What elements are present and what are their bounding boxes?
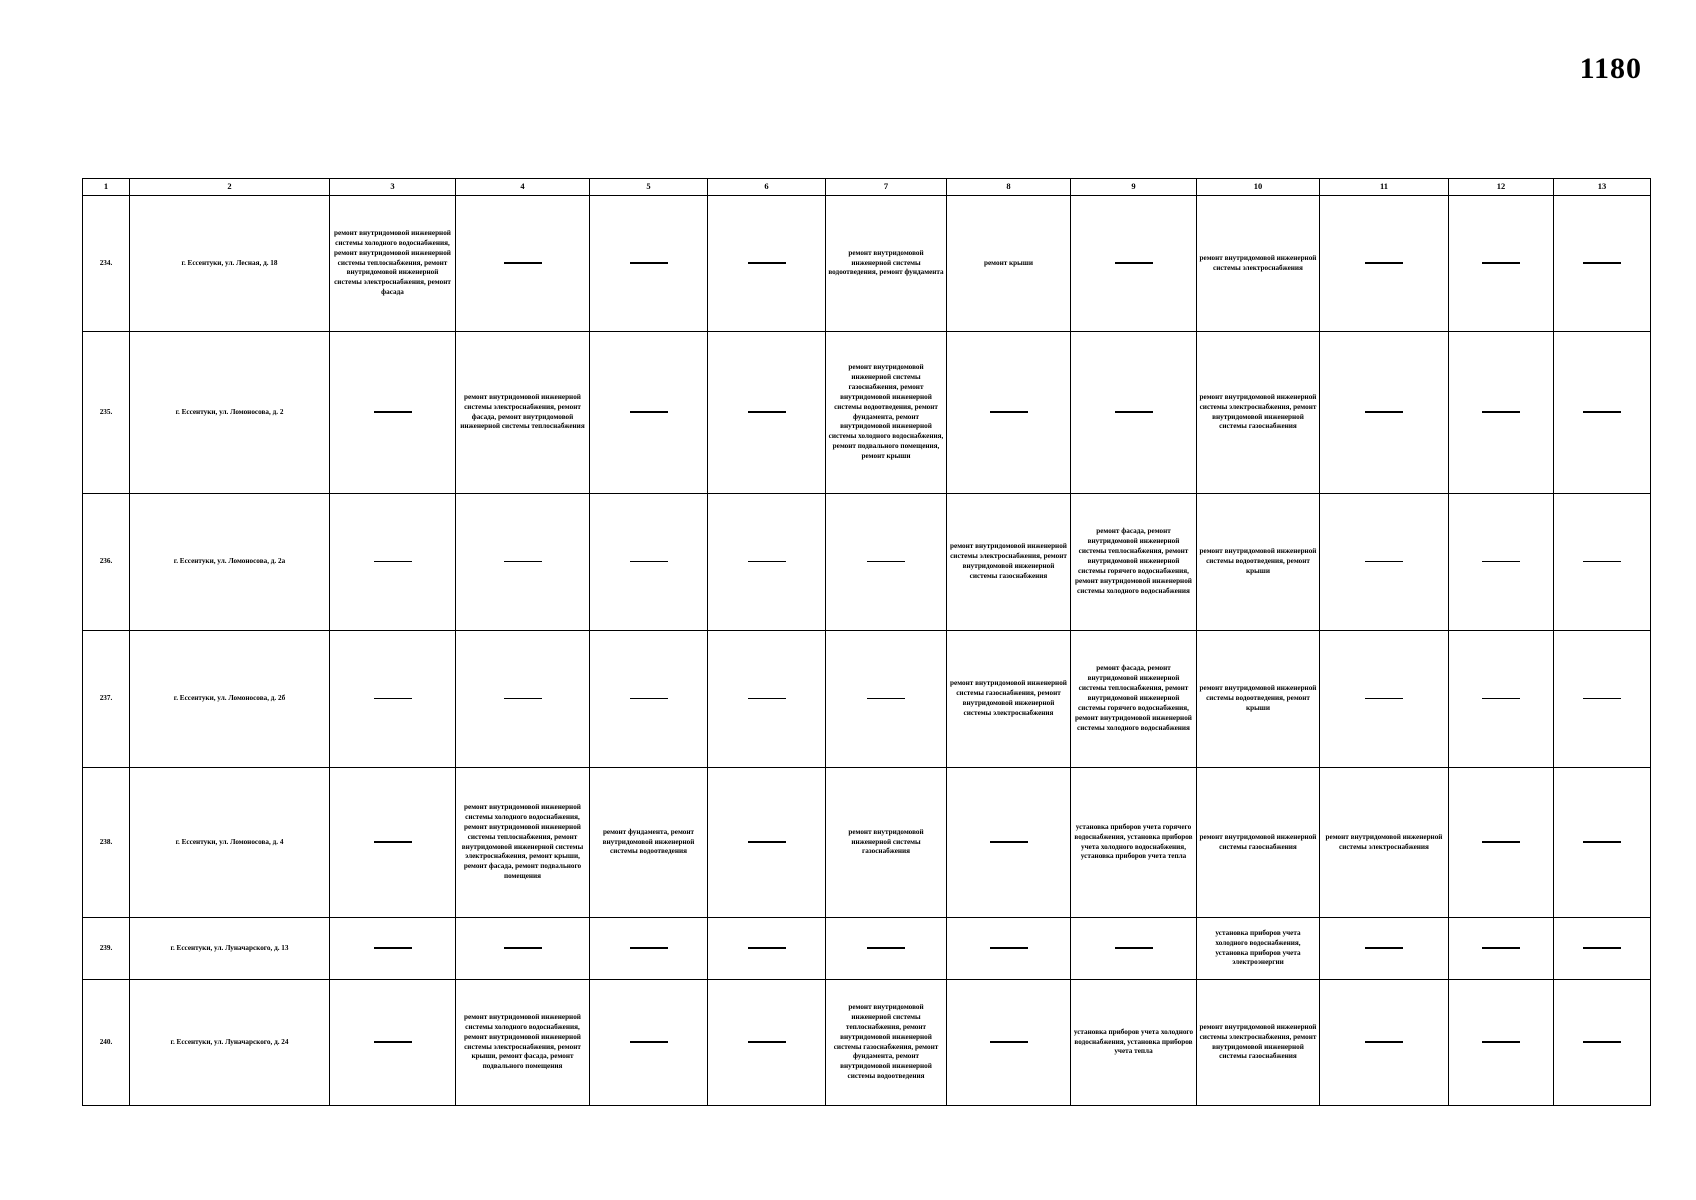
- work-description: установка приборов учета горячего водоснабжения, установка приборов учета холодного водоснабжения, установка приборов учета тепла: [1074, 822, 1193, 861]
- work-cell: [1197, 196, 1320, 332]
- work-cell: [1197, 768, 1320, 918]
- work-cell: [456, 332, 590, 494]
- empty-cell: [590, 196, 708, 332]
- work-cell: [1071, 768, 1197, 918]
- empty-cell: [947, 332, 1071, 494]
- row-number: 236.: [83, 494, 130, 631]
- dash-mark: [748, 561, 786, 563]
- empty-cell: [708, 631, 826, 768]
- empty-cell: [1449, 196, 1554, 332]
- table-row: [83, 196, 1651, 332]
- work-description: ремонт внутридомовой инженерной системы газоснабжения: [848, 827, 924, 856]
- dash-mark: [1482, 411, 1520, 413]
- dash-mark: [748, 262, 786, 264]
- address-cell: г. Ессентуки, ул. Лесная, д. 18: [130, 196, 330, 332]
- empty-cell: [590, 631, 708, 768]
- table-row: [83, 768, 1651, 918]
- dash-mark: [374, 561, 412, 563]
- empty-cell: [1071, 196, 1197, 332]
- dash-mark: [1482, 841, 1520, 843]
- dash-mark: [1583, 1041, 1621, 1043]
- work-description: ремонт фасада, ремонт внутридомовой инженерной системы теплоснабжения, ремонт внутридомовой инженерной системы горячего водоснабжения, ремонт внутридомовой инженерной системы холодного водоснабжения: [1075, 527, 1192, 595]
- address-cell: г. Ессентуки, ул. Луначарского, д. 13: [130, 918, 330, 980]
- work-cell: [826, 332, 947, 494]
- empty-cell: [456, 494, 590, 631]
- dash-mark: [1583, 561, 1621, 563]
- dash-mark: [630, 698, 668, 700]
- empty-cell: [826, 918, 947, 980]
- empty-cell: [708, 494, 826, 631]
- dash-mark: [1365, 1041, 1403, 1043]
- dash-mark: [1583, 262, 1621, 264]
- empty-cell: [590, 332, 708, 494]
- dash-mark: [1482, 561, 1520, 563]
- empty-cell: [1554, 980, 1651, 1106]
- dash-mark: [504, 947, 542, 949]
- empty-cell: [330, 918, 456, 980]
- column-header: 11: [1320, 179, 1449, 196]
- dash-mark: [630, 411, 668, 413]
- work-description: ремонт внутридомовой инженерной системы электроснабжения: [1325, 832, 1443, 851]
- work-cell: [1197, 631, 1320, 768]
- column-header: 13: [1554, 179, 1651, 196]
- empty-cell: [708, 196, 826, 332]
- column-header: 2: [130, 179, 330, 196]
- work-cell: [947, 631, 1071, 768]
- column-header: 10: [1197, 179, 1320, 196]
- empty-cell: [826, 631, 947, 768]
- dash-mark: [867, 698, 905, 700]
- dash-mark: [1365, 561, 1403, 563]
- empty-cell: [1554, 494, 1651, 631]
- work-description: ремонт внутридомовой инженерной системы водоотведения, ремонт крыши: [1199, 547, 1317, 575]
- row-number: 238.: [83, 768, 130, 918]
- work-cell: [1197, 918, 1320, 980]
- empty-cell: [947, 918, 1071, 980]
- page-number: 1180: [1579, 52, 1642, 85]
- empty-cell: [708, 768, 826, 918]
- work-description: ремонт внутридомовой инженерной системы газоснабжения, ремонт внутридомовой инженерной системы электроснабжения: [950, 679, 1067, 717]
- work-cell: [1197, 494, 1320, 631]
- work-cell: [330, 196, 456, 332]
- table-row: [83, 631, 1651, 768]
- work-cell: [456, 980, 590, 1106]
- empty-cell: [1554, 918, 1651, 980]
- work-description: ремонт крыши: [983, 258, 1033, 267]
- dash-mark: [504, 561, 542, 563]
- empty-cell: [1449, 980, 1554, 1106]
- work-description: ремонт внутридомовой инженерной системы холодного водоснабжения, ремонт внутридомовой инженерной системы электроснабжения, ремонт крыши, ремонт фасада, ремонт подвального помещения: [464, 1012, 581, 1071]
- address-cell: г. Ессентуки, ул. Луначарского, д. 24: [130, 980, 330, 1106]
- dash-mark: [1583, 841, 1621, 843]
- dash-mark: [374, 841, 412, 843]
- empty-cell: [330, 768, 456, 918]
- dash-mark: [990, 841, 1028, 843]
- dash-mark: [748, 411, 786, 413]
- work-description: ремонт внутридомовой инженерной системы водоотведения, ремонт фундамента: [828, 248, 944, 277]
- column-header: 12: [1449, 179, 1554, 196]
- table-row: [83, 980, 1651, 1106]
- empty-cell: [1320, 980, 1449, 1106]
- repair-schedule-table: [82, 178, 1651, 1106]
- dash-mark: [1482, 1041, 1520, 1043]
- dash-mark: [504, 262, 542, 264]
- dash-mark: [630, 561, 668, 563]
- empty-cell: [590, 980, 708, 1106]
- dash-mark: [630, 1041, 668, 1043]
- work-cell: [826, 196, 947, 332]
- table-row: [83, 332, 1651, 494]
- work-description: ремонт внутридомовой инженерной системы газоснабжения: [1199, 832, 1317, 851]
- dash-mark: [990, 1041, 1028, 1043]
- address-cell: г. Ессентуки, ул. Ломоносова, д. 4: [130, 768, 330, 918]
- column-header: 5: [590, 179, 708, 196]
- work-cell: [1071, 631, 1197, 768]
- empty-cell: [1449, 918, 1554, 980]
- address-cell: г. Ессентуки, ул. Ломоносова, д. 2б: [130, 631, 330, 768]
- dash-mark: [1365, 947, 1403, 949]
- empty-cell: [1554, 768, 1651, 918]
- dash-mark: [867, 561, 905, 563]
- dash-mark: [748, 1041, 786, 1043]
- dash-mark: [1583, 947, 1621, 949]
- empty-cell: [1554, 631, 1651, 768]
- address-cell: г. Ессентуки, ул. Ломоносова, д. 2а: [130, 494, 330, 631]
- work-description: ремонт внутридомовой инженерной системы электроснабжения, ремонт внутридомовой инженерной системы газоснабжения: [950, 542, 1067, 580]
- empty-cell: [456, 196, 590, 332]
- dash-mark: [1583, 411, 1621, 413]
- column-header: 8: [947, 179, 1071, 196]
- column-header: 3: [330, 179, 456, 196]
- empty-cell: [330, 332, 456, 494]
- row-number: 239.: [83, 918, 130, 980]
- work-cell: [1197, 980, 1320, 1106]
- address-cell: г. Ессентуки, ул. Ломоносова, д. 2: [130, 332, 330, 494]
- work-description: ремонт внутридомовой инженерной системы электроснабжения, ремонт внутридомовой инженерной системы газоснабжения: [1199, 392, 1317, 431]
- empty-cell: [1449, 332, 1554, 494]
- dash-mark: [1115, 947, 1153, 949]
- dash-mark: [1115, 262, 1153, 264]
- empty-cell: [1320, 631, 1449, 768]
- empty-cell: [1320, 332, 1449, 494]
- row-number: 235.: [83, 332, 130, 494]
- work-description: ремонт внутридомовой инженерной системы водоотведения, ремонт крыши: [1199, 684, 1317, 712]
- column-header: 7: [826, 179, 947, 196]
- empty-cell: [1320, 494, 1449, 631]
- work-cell: [826, 980, 947, 1106]
- work-cell: [947, 494, 1071, 631]
- empty-cell: [456, 918, 590, 980]
- dash-mark: [1115, 411, 1153, 413]
- empty-cell: [708, 918, 826, 980]
- empty-cell: [330, 494, 456, 631]
- dash-mark: [867, 947, 905, 949]
- empty-cell: [1320, 918, 1449, 980]
- header-row: [83, 179, 1651, 196]
- dash-mark: [374, 947, 412, 949]
- empty-cell: [330, 980, 456, 1106]
- empty-cell: [1554, 196, 1651, 332]
- empty-cell: [1071, 918, 1197, 980]
- work-cell: [826, 768, 947, 918]
- dash-mark: [1365, 262, 1403, 264]
- dash-mark: [1482, 947, 1520, 949]
- empty-cell: [947, 980, 1071, 1106]
- work-description: ремонт фасада, ремонт внутридомовой инженерной системы теплоснабжения, ремонт внутридомовой инженерной системы горячего водоснабжения, ремонт внутридомовой инженерной системы холодного водоснабжения: [1075, 664, 1192, 732]
- empty-cell: [1449, 768, 1554, 918]
- work-description: ремонт внутридомовой инженерной системы холодного водоснабжения, ремонт внутридомовой инженерной системы теплоснабжения, ремонт внутридомовой инженерной системы электроснабжения, ремонт крыши, ремонт фасада, ремонт подвального помещения: [461, 802, 584, 881]
- work-description: ремонт внутридомовой инженерной системы электроснабжения, ремонт фасада, ремонт внутридомовой инженерной системы теплоснабжения: [460, 392, 585, 431]
- dash-mark: [748, 698, 786, 700]
- work-cell: [1071, 980, 1197, 1106]
- empty-cell: [1554, 332, 1651, 494]
- work-description: ремонт фундамента, ремонт внутридомовой инженерной системы водоотведения: [602, 827, 695, 856]
- dash-mark: [374, 698, 412, 700]
- work-cell: [947, 196, 1071, 332]
- empty-cell: [826, 494, 947, 631]
- dash-mark: [748, 947, 786, 949]
- dash-mark: [990, 947, 1028, 949]
- empty-cell: [1320, 196, 1449, 332]
- dash-mark: [630, 262, 668, 264]
- column-header: 9: [1071, 179, 1197, 196]
- dash-mark: [1365, 411, 1403, 413]
- table-row: [83, 494, 1651, 631]
- dash-mark: [1482, 262, 1520, 264]
- row-number: 240.: [83, 980, 130, 1106]
- empty-cell: [947, 768, 1071, 918]
- empty-cell: [1449, 631, 1554, 768]
- empty-cell: [456, 631, 590, 768]
- work-cell: [1320, 768, 1449, 918]
- work-description: установка приборов учета холодного водоснабжения, установка приборов учета электроэнергии: [1215, 928, 1301, 967]
- empty-cell: [590, 494, 708, 631]
- work-description: установка приборов учета холодного водоснабжения, установка приборов учета тепла: [1073, 1027, 1194, 1056]
- empty-cell: [330, 631, 456, 768]
- dash-mark: [504, 698, 542, 700]
- dash-mark: [1583, 698, 1621, 700]
- dash-mark: [1365, 698, 1403, 700]
- work-description: ремонт внутридомовой инженерной системы теплоснабжения, ремонт внутридомовой инженерной системы газоснабжения, ремонт фундамента, ремонт внутридомовой инженерной системы водоотведения: [833, 1002, 939, 1081]
- table-body: [83, 196, 1651, 1106]
- dash-mark: [748, 841, 786, 843]
- row-number: 234.: [83, 196, 130, 332]
- column-header: 6: [708, 179, 826, 196]
- empty-cell: [708, 332, 826, 494]
- dash-mark: [374, 411, 412, 413]
- column-header: 1: [83, 179, 130, 196]
- empty-cell: [1449, 494, 1554, 631]
- work-description: ремонт внутридомовой инженерной системы электроснабжения: [1199, 253, 1317, 272]
- column-header: 4: [456, 179, 590, 196]
- dash-mark: [374, 1041, 412, 1043]
- dash-mark: [990, 411, 1028, 413]
- work-cell: [1071, 494, 1197, 631]
- work-cell: [456, 768, 590, 918]
- work-cell: [590, 768, 708, 918]
- empty-cell: [1071, 332, 1197, 494]
- work-cell: [1197, 332, 1320, 494]
- dash-mark: [1482, 698, 1520, 700]
- work-description: ремонт внутридомовой инженерной системы газоснабжения, ремонт внутридомовой инженерной системы водоотведения, ремонт фундамента, ремонт внутридомовой инженерной системы холодного водоснабжения, ремонт подвального помещения, ремонт крыши: [828, 362, 944, 461]
- table-row: [83, 918, 1651, 980]
- row-number: 237.: [83, 631, 130, 768]
- empty-cell: [590, 918, 708, 980]
- work-description: ремонт внутридомовой инженерной системы холодного водоснабжения, ремонт внутридомовой инженерной системы теплоснабжения, ремонт внутридомовой инженерной системы электроснабжения, ремонт фасада: [334, 228, 451, 297]
- empty-cell: [708, 980, 826, 1106]
- work-description: ремонт внутридомовой инженерной системы электроснабжения, ремонт внутридомовой инженерной системы газоснабжения: [1199, 1022, 1317, 1061]
- dash-mark: [630, 947, 668, 949]
